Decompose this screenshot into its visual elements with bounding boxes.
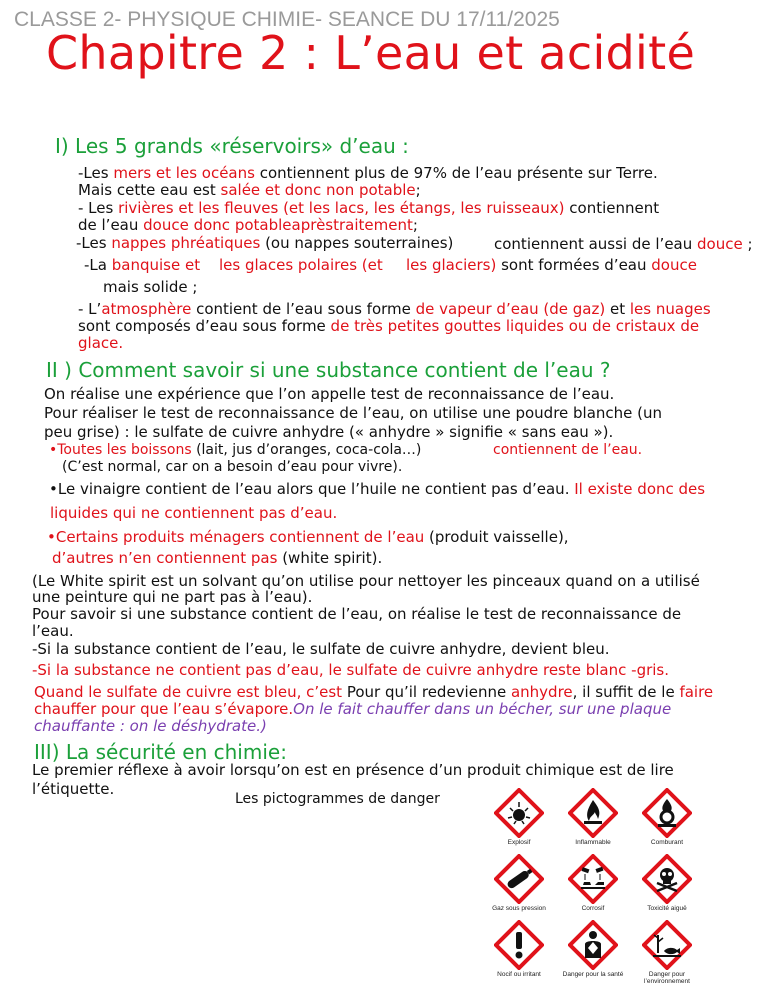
text: de l’eau — [78, 216, 144, 234]
s2-para-3: peu grise) : le sulfate de cuivre anhydre (« anhydre » signifie « sans eau »). — [44, 423, 614, 441]
picto-comburant — [630, 788, 704, 854]
pictograms-title: Les pictogrammes de danger — [235, 791, 440, 807]
text: •Le vinaigre contient de l’eau alors que l’huile ne contient pas d’eau. — [49, 480, 575, 498]
text: -Les — [78, 164, 114, 182]
s1-line-6c — [406, 257, 697, 274]
text: - Les — [78, 199, 119, 217]
bullet-boissons-end: contiennent de l’eau. — [493, 442, 643, 458]
s1-line-9 — [78, 318, 699, 335]
note-line-3: Pour savoir si une substance contient de l’eau, on réalise le test de reconnaissance de — [32, 605, 682, 623]
text: et — [605, 300, 630, 318]
bullet-vinaigre — [49, 481, 705, 498]
s1-line-2 — [78, 182, 421, 199]
note-line-6: -Si la substance ne contient pas d’eau, le sulfate de cuivre anhydre reste blanc -gris. — [32, 661, 670, 679]
highlight: douce — [651, 256, 697, 274]
highlight: banquise et — [111, 256, 201, 274]
note-line-2: une peinture qui ne part pas à l’eau). — [32, 588, 313, 606]
text: , il suffit de le — [572, 683, 680, 701]
skull-icon — [642, 854, 692, 904]
picto-inflammable — [556, 788, 630, 854]
s1-line-10: glace. — [78, 334, 124, 352]
note-line-1: (Le White spirit est un solvant qu’on utilise pour nettoyer les pinceaux quand on a utilisé — [32, 572, 700, 590]
text: contiennent — [564, 199, 660, 217]
text: ; — [412, 216, 418, 234]
highlight: de vapeur d’eau (de gaz) — [415, 300, 606, 318]
highlight: douce donc potableaprèstraitement — [143, 216, 413, 234]
picto-environnement — [630, 920, 704, 986]
text: sont composés d’eau sous forme — [78, 317, 331, 335]
highlight: anhydre — [510, 683, 573, 701]
highlight: salée et donc non potable — [220, 181, 416, 199]
highlight: •Certains produits ménagers contiennent de l’eau — [47, 528, 425, 546]
highlight: atmosphère — [101, 300, 192, 318]
picto-label: Explosif — [507, 839, 531, 846]
highlight: faire — [679, 683, 714, 701]
corrosive-icon — [568, 854, 618, 904]
highlight: •Toutes les boissons — [49, 442, 192, 458]
picto-label: Danger pour la santé — [562, 971, 624, 978]
bullet-boissons — [49, 442, 421, 459]
environment-icon — [642, 920, 692, 970]
text: contiennent aussi de l’eau — [494, 235, 698, 253]
bullet-vinaigre-2: liquides qui ne contiennent pas d’eau. — [50, 504, 338, 522]
highlight: rivières et les fleuves (et les lacs, les étangs, les ruisseaux) — [118, 199, 565, 217]
highlight: nappes phréatiques — [111, 234, 261, 252]
picto-label: Nocif ou irritant — [497, 971, 541, 978]
section-2-heading: II ) Comment savoir si une substance contient de l’eau ? — [46, 358, 611, 382]
bullet-produits-2 — [52, 550, 382, 567]
highlight: d’autres n’en contiennent pas — [52, 549, 278, 567]
text: Mais cette eau est — [78, 181, 221, 199]
highlight: de très petites gouttes liquides ou de cristaux de — [330, 317, 700, 335]
note-line-8 — [34, 701, 671, 718]
picto-sante — [556, 920, 630, 986]
exclamation-icon — [494, 920, 544, 970]
picto-explosif — [482, 788, 556, 854]
text: ; — [415, 181, 421, 199]
s1-line-6 — [84, 257, 200, 274]
course-line: CLASSE 2- PHYSIQUE CHIMIE- SEANCE DU 17/11/2025 — [14, 8, 560, 31]
s1-line-5b — [494, 236, 753, 253]
explosive-icon — [494, 788, 544, 838]
text: (ou nappes souterraines) — [260, 234, 454, 252]
picto-nocif — [482, 920, 556, 986]
gas-cylinder-icon — [494, 854, 544, 904]
picto-label: Danger pour l’environnement — [644, 971, 690, 985]
flame-icon — [568, 788, 618, 838]
italic-note: On le fait chauffer dans un bécher, sur une plaque — [293, 700, 672, 718]
picto-label: Inflammable — [575, 839, 611, 846]
oxidizer-icon — [642, 788, 692, 838]
s3-para-1: Le premier réflexe à avoir lorsqu’on est en présence d’un produit chimique est de lire — [32, 761, 674, 779]
picto-label: Gaz sous pression — [492, 905, 546, 912]
highlight: mers et les océans — [113, 164, 255, 182]
text: - L’ — [78, 300, 102, 318]
s1-line-3 — [78, 200, 659, 217]
text: contiennent plus de 97% de l’eau présente sur Terre. — [254, 164, 658, 182]
s1-line-1 — [78, 165, 658, 182]
s1-line-5 — [76, 235, 453, 252]
bullet-produits — [47, 529, 569, 546]
highlight: Quand le sulfate de cuivre est bleu, c’est — [34, 683, 343, 701]
text: Pour qu’il redevienne — [342, 683, 511, 701]
highlight: les nuages — [629, 300, 711, 318]
s2-para-2: Pour réaliser le test de reconnaissance de l’eau, on utilise une poudre blanche (un — [44, 404, 663, 422]
pictogram-grid — [482, 788, 704, 986]
s1-line-6b: les glaces polaires (et — [219, 256, 383, 274]
picto-label: Corrosif — [581, 905, 605, 912]
text: -Les — [76, 234, 112, 252]
page-title: Chapitre 2 : L’eau et acidité — [46, 26, 696, 80]
bullet-boissons-note: (C’est normal, car on a besoin d’eau pour vivre). — [62, 459, 403, 475]
text: ; — [742, 235, 753, 253]
health-hazard-icon — [568, 920, 618, 970]
text: (lait, jus d’oranges, coca-cola…) — [191, 442, 422, 458]
picto-toxique — [630, 854, 704, 920]
text: -La — [84, 256, 112, 274]
text: sont formées d’eau — [496, 256, 652, 274]
highlight: chauffer pour que l’eau s’évapore. — [34, 700, 294, 718]
note-line-7 — [34, 684, 713, 701]
picto-label: Comburant — [650, 839, 684, 846]
s3-para-2: l’étiquette. — [32, 780, 115, 798]
s1-line-4 — [78, 217, 418, 234]
s1-line-7: mais solide ; — [103, 278, 198, 296]
highlight: douce — [697, 235, 743, 253]
text: (white spirit). — [277, 549, 383, 567]
s1-line-8 — [78, 301, 711, 318]
s2-para-1: On réalise une expérience que l’on appelle test de reconnaissance de l’eau. — [44, 385, 615, 403]
note-line-5: -Si la substance contient de l’eau, le sulfate de cuivre anhydre, devient bleu. — [32, 640, 610, 658]
section-3-heading: III) La sécurité en chimie: — [34, 740, 287, 764]
note-line-9: chauffante : on le déshydrate.) — [34, 717, 267, 735]
highlight: Il existe donc des — [574, 480, 706, 498]
picto-label: Toxicité aiguë — [647, 905, 687, 912]
section-1-heading: I) Les 5 grands «réservoirs» d’eau : — [55, 134, 409, 158]
text: (produit vaisselle), — [424, 528, 569, 546]
note-line-4: l’eau. — [32, 622, 74, 640]
highlight: les glaciers) — [406, 256, 497, 274]
picto-gaz — [482, 854, 556, 920]
picto-corrosif — [556, 854, 630, 920]
text: contient de l’eau sous forme — [191, 300, 416, 318]
